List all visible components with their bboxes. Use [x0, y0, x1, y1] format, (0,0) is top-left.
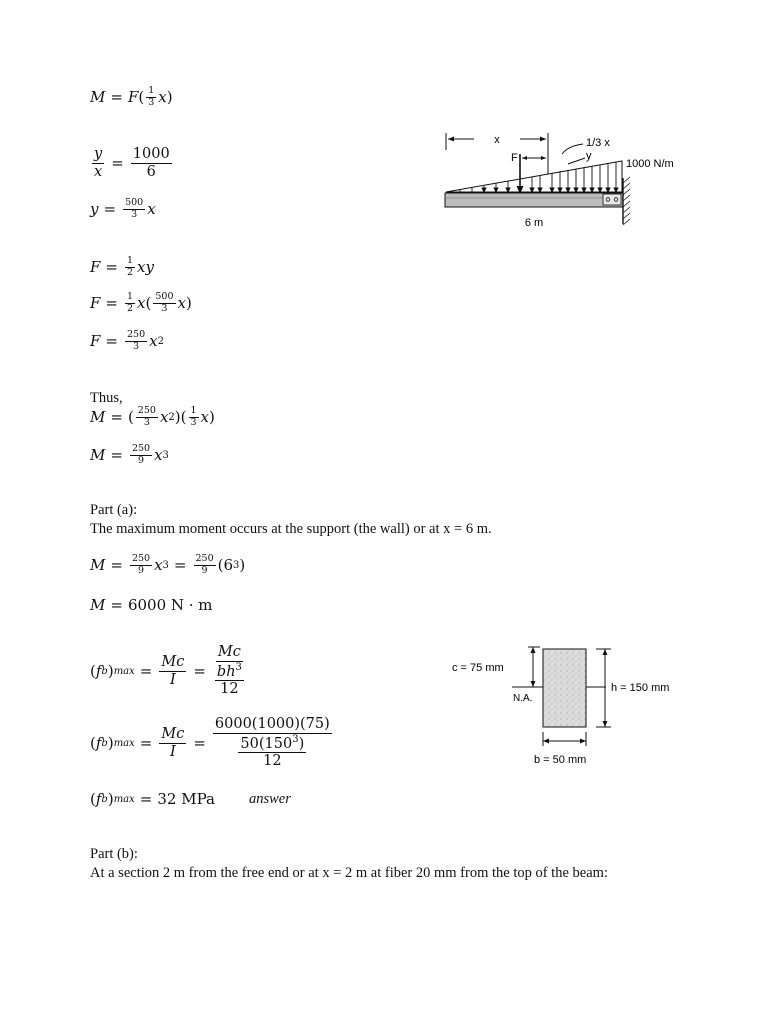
equation-moment-force: M = F ( $\frac{1}{3}$ x ): [90, 85, 173, 108]
answer-label: answer: [248, 790, 291, 807]
cross-section-diagram: [446, 640, 696, 772]
part-b-heading: Part (b):: [90, 846, 138, 862]
equation-flexure-sub: ( f b ) max = $\frac{Mc}{I}$ = $\frac{6000(1000)(75)}{\frac{50(150^3)}{12}}$: [90, 716, 330, 770]
part-a-body: The maximum moment occurs at the support (the wall) or at x = 6 m.: [90, 521, 492, 537]
equation-flexure-formula: ( f b ) max = $\frac{Mc}{I}$ = $\frac{Mc}{\frac{bh^3}{12}}$: [90, 644, 242, 698]
third-label: 1/3 x: [586, 137, 610, 149]
y-label: y: [586, 150, 592, 162]
load-arrows: [460, 162, 618, 192]
load-label: 1000 N/m: [626, 158, 674, 170]
c-label: c = 75 mm: [452, 662, 504, 674]
part-b-body: At a section 2 m from the free end or at x = 2 m at fiber 20 mm from the top of the beam:: [90, 865, 608, 881]
equation-flexure-result: ( f b ) max = 32 MPa answer: [90, 790, 291, 808]
equation-moment-result: M = $\frac{250}{9}$ x 3: [90, 443, 169, 466]
equation-max-moment-sub: M = $\frac{250}{9}$ x 3 = $\frac{250}{9}$ (6 3 ): [90, 553, 246, 576]
na-label: N.A.: [513, 693, 533, 704]
equation-similar-triangles: $\frac{y}{x}$ = $\frac{1000}{6}$: [94, 146, 170, 180]
span-label: 6 m: [524, 217, 544, 229]
equation-y: y = $\frac{500}{3}$ x: [90, 197, 156, 220]
part-a-heading: Part (a):: [90, 502, 138, 518]
b-label: b = 50 mm: [534, 754, 587, 766]
x-label: x: [494, 134, 500, 146]
equation-moment-sub: M = ( $\frac{250}{3}$ x 2 )( $\frac{1}{3}$ x ): [90, 405, 215, 428]
beam-diagram: [440, 128, 690, 234]
f-label: F: [511, 152, 518, 164]
equation-force-area: F = $\frac{1}{2}$ xy: [90, 255, 154, 278]
equation-force-result: F = $\frac{250}{3}$ x 2: [90, 329, 164, 352]
thus-text: Thus,: [90, 390, 123, 406]
wall-hatching: [623, 177, 630, 225]
equation-max-moment-value: M = 6000 N · m: [90, 596, 213, 614]
h-label: h = 150 mm: [611, 682, 670, 694]
equation-force-sub: F = $\frac{1}{2}$ x ( $\frac{500}{3}$ x ): [90, 291, 192, 314]
